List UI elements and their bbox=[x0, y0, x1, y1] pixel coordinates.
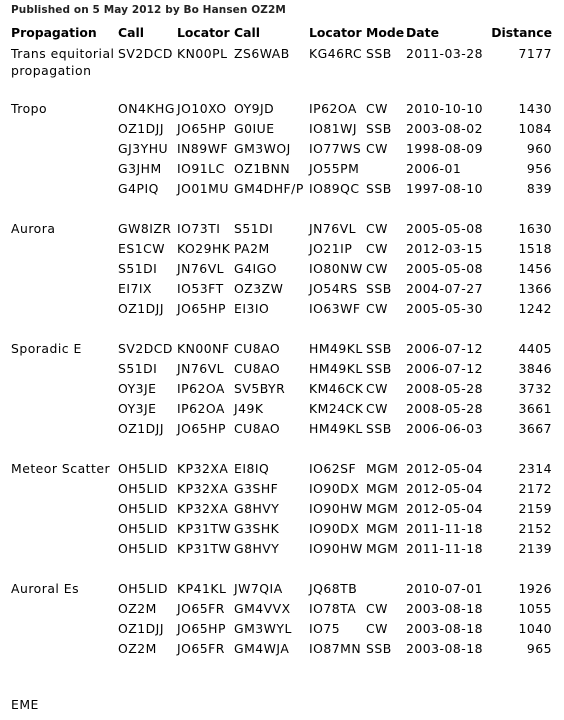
locator-2-cell: JO54RS bbox=[309, 281, 358, 296]
locator-cell: JO10XO bbox=[177, 101, 227, 116]
call-2-cell: EI8IQ bbox=[234, 461, 270, 476]
header-mode: Mode bbox=[366, 25, 405, 40]
call-cell: EI7IX bbox=[118, 281, 153, 296]
distance-cell: 1456 bbox=[518, 261, 552, 276]
locator-2-cell: KG46RC bbox=[309, 46, 363, 61]
group-spacer bbox=[11, 439, 552, 459]
call-2-cell: JW7QIA bbox=[234, 581, 283, 596]
call-2-cell: S51DI bbox=[234, 221, 274, 236]
locator-cell: KO29HK bbox=[177, 241, 231, 256]
mode-cell: MGM bbox=[366, 481, 399, 496]
call-cell: OZ1DJJ bbox=[118, 621, 164, 636]
locator-2-cell: IO62SF bbox=[309, 461, 357, 476]
distance-cell: 960 bbox=[526, 141, 552, 156]
call-cell: SV2DCD bbox=[118, 341, 173, 356]
header-date: Date bbox=[406, 25, 439, 40]
call-cell: OZ2M bbox=[118, 601, 157, 616]
mode-cell: SSB bbox=[366, 46, 392, 61]
distance-cell: 1518 bbox=[518, 241, 552, 256]
locator-cell: JO65HP bbox=[177, 421, 226, 436]
locator-cell: JO65FR bbox=[177, 641, 225, 656]
locator-2-cell: IO75 bbox=[309, 621, 341, 636]
mode-cell: CW bbox=[366, 141, 388, 156]
propagation-cell: Aurora bbox=[11, 221, 56, 236]
distance-cell: 3661 bbox=[518, 401, 552, 416]
locator-2-cell: IO77WS bbox=[309, 141, 362, 156]
date-cell: 2010-10-10 bbox=[406, 101, 484, 116]
mode-cell: CW bbox=[366, 381, 388, 396]
call-cell: OZ1DJJ bbox=[118, 301, 164, 316]
call-2-cell: G8HVY bbox=[234, 501, 280, 516]
distance-cell: 2159 bbox=[518, 501, 552, 516]
call-2-cell: G8HVY bbox=[234, 541, 280, 556]
propagation-cell: Meteor Scatter bbox=[11, 461, 111, 476]
locator-2-cell: JQ68TB bbox=[309, 581, 358, 596]
locator-2-cell: IO87MN bbox=[309, 641, 362, 656]
mode-cell: CW bbox=[366, 241, 388, 256]
locator-cell: IP62OA bbox=[177, 381, 225, 396]
propagation-cell: Trans equitorial propagation bbox=[11, 46, 115, 78]
locator-cell: IO53FT bbox=[177, 281, 224, 296]
locator-2-cell: JO21IP bbox=[309, 241, 353, 256]
locator-2-cell: IO90DX bbox=[309, 521, 360, 536]
call-2-cell: J49K bbox=[234, 401, 264, 416]
call-2-cell: GM4DHF/P bbox=[234, 181, 304, 196]
call-2-cell: G4IGO bbox=[234, 261, 277, 276]
mode-cell: MGM bbox=[366, 521, 399, 536]
date-cell: 2005-05-08 bbox=[406, 261, 484, 276]
records-table bbox=[11, 22, 552, 659]
date-cell: 2005-05-08 bbox=[406, 221, 484, 236]
group-spacer bbox=[11, 79, 552, 99]
spacer-cell bbox=[11, 559, 552, 579]
call-2-cell: G3SHF bbox=[234, 481, 279, 496]
call-cell: OH5LID bbox=[118, 461, 169, 476]
date-cell: 2011-03-28 bbox=[406, 46, 484, 61]
call-2-cell: PA2M bbox=[234, 241, 270, 256]
header-distance: Distance bbox=[491, 25, 552, 40]
mode-cell bbox=[366, 579, 406, 599]
locator-2-cell: IO89QC bbox=[309, 181, 360, 196]
call-2-cell: OZ3ZW bbox=[234, 281, 284, 296]
locator-cell: KN00NF bbox=[177, 341, 230, 356]
locator-cell: JN76VL bbox=[177, 361, 225, 376]
propagation-eme: EME bbox=[11, 697, 39, 712]
date-cell: 2003-08-02 bbox=[406, 121, 484, 136]
spacer-cell bbox=[11, 79, 552, 99]
locator-cell: KP41KL bbox=[177, 581, 227, 596]
call-2-cell: CU8AO bbox=[234, 421, 281, 436]
group-spacer bbox=[11, 559, 552, 579]
distance-cell: 965 bbox=[526, 641, 552, 656]
mode-cell: SSB bbox=[366, 341, 392, 356]
distance-cell: 3846 bbox=[518, 361, 552, 376]
distance-cell: 2139 bbox=[518, 541, 552, 556]
header-row bbox=[11, 22, 552, 44]
distance-cell: 1055 bbox=[518, 601, 552, 616]
call-cell: OZ1DJJ bbox=[118, 421, 164, 436]
propagation-cell: Tropo bbox=[11, 101, 48, 116]
call-cell: GJ3YHU bbox=[118, 141, 169, 156]
table-row bbox=[11, 339, 552, 359]
date-cell: 2010-07-01 bbox=[406, 581, 484, 596]
call-cell: OH5LID bbox=[118, 541, 169, 556]
propagation-cell: Auroral Es bbox=[11, 581, 80, 596]
locator-cell: JO65HP bbox=[177, 301, 226, 316]
call-2-cell: CU8AO bbox=[234, 361, 281, 376]
distance-cell: 1630 bbox=[518, 221, 552, 236]
locator-cell: KP31TW bbox=[177, 521, 232, 536]
mode-cell: CW bbox=[366, 221, 388, 236]
mode-cell: CW bbox=[366, 261, 388, 276]
locator-cell: JN76VL bbox=[177, 261, 225, 276]
distance-cell: 2172 bbox=[518, 481, 552, 496]
distance-cell: 1430 bbox=[518, 101, 552, 116]
call-cell: S51DI bbox=[118, 361, 158, 376]
locator-2-cell: IO90HW bbox=[309, 541, 363, 556]
distance-cell: 1040 bbox=[518, 621, 552, 636]
distance-cell: 4405 bbox=[518, 341, 552, 356]
locator-cell: KP31TW bbox=[177, 541, 232, 556]
date-cell: 2006-07-12 bbox=[406, 361, 484, 376]
distance-cell: 956 bbox=[526, 161, 552, 176]
locator-2-cell: HM49KL bbox=[309, 361, 363, 376]
call-cell: GW8IZR bbox=[118, 221, 172, 236]
header-locator: Locator bbox=[177, 25, 230, 40]
date-cell: 2012-05-04 bbox=[406, 461, 484, 476]
call-2-cell: ZS6WAB bbox=[234, 46, 290, 61]
call-cell: OH5LID bbox=[118, 481, 169, 496]
date-cell: 2006-07-12 bbox=[406, 341, 484, 356]
call-2-cell: G3SHK bbox=[234, 521, 280, 536]
call-2-cell: GM3WYL bbox=[234, 621, 292, 636]
call-cell: OH5LID bbox=[118, 501, 169, 516]
mode-cell: SSB bbox=[366, 641, 392, 656]
locator-2-cell: IP62OA bbox=[309, 101, 357, 116]
mode-cell: SSB bbox=[366, 181, 392, 196]
call-2-cell: GM3WOJ bbox=[234, 141, 291, 156]
spacer-cell bbox=[11, 319, 552, 339]
call-2-cell: OZ1BNN bbox=[234, 161, 291, 176]
locator-cell: IO91LC bbox=[177, 161, 225, 176]
locator-2-cell: IO90DX bbox=[309, 481, 360, 496]
date-cell: 1998-08-09 bbox=[406, 141, 484, 156]
mode-cell: CW bbox=[366, 101, 388, 116]
propagation-cell: Sporadic E bbox=[11, 341, 82, 356]
locator-2-cell: HM49KL bbox=[309, 341, 363, 356]
call-cell: G3JHM bbox=[118, 161, 162, 176]
locator-cell: KP32XA bbox=[177, 501, 229, 516]
date-cell: 1997-08-10 bbox=[406, 181, 484, 196]
header-locator-2: Locator bbox=[309, 25, 362, 40]
locator-2-cell: IO80NW bbox=[309, 261, 363, 276]
call-cell: OH5LID bbox=[118, 521, 169, 536]
locator-2-cell: IO90HW bbox=[309, 501, 363, 516]
mode-cell: CW bbox=[366, 601, 388, 616]
table-row bbox=[11, 99, 552, 119]
call-2-cell: GM4WJA bbox=[234, 641, 290, 656]
locator-cell: KN00PL bbox=[177, 46, 228, 61]
call-2-cell: EI3IO bbox=[234, 301, 270, 316]
published-byline: Published on 5 May 2012 by Bo Hansen OZ2M bbox=[11, 4, 286, 16]
table-row bbox=[11, 459, 552, 479]
mode-cell: CW bbox=[366, 301, 388, 316]
distance-cell: 3667 bbox=[518, 421, 552, 436]
date-cell: 2012-05-04 bbox=[406, 501, 484, 516]
call-cell: OH5LID bbox=[118, 581, 169, 596]
date-cell: 2003-08-18 bbox=[406, 641, 484, 656]
spacer-cell bbox=[11, 199, 552, 219]
call-2-cell: SV5BYR bbox=[234, 381, 286, 396]
distance-cell: 7177 bbox=[518, 46, 552, 61]
date-cell: 2012-05-04 bbox=[406, 481, 484, 496]
header-call-2: Call bbox=[234, 25, 260, 40]
spacer-cell bbox=[11, 439, 552, 459]
mode-cell: SSB bbox=[366, 281, 392, 296]
date-cell: 2003-08-18 bbox=[406, 621, 484, 636]
group-spacer bbox=[11, 319, 552, 339]
call-2-cell: OY9JD bbox=[234, 101, 275, 116]
locator-2-cell: HM49KL bbox=[309, 421, 363, 436]
call-cell: SV2DCD bbox=[118, 46, 173, 61]
call-2-cell: G0IUE bbox=[234, 121, 275, 136]
locator-2-cell: IO81WJ bbox=[309, 121, 358, 136]
locator-cell: JO65FR bbox=[177, 601, 225, 616]
call-cell: OZ1DJJ bbox=[118, 121, 164, 136]
distance-cell: 1084 bbox=[518, 121, 552, 136]
distance-cell: 3732 bbox=[518, 381, 552, 396]
table-row bbox=[11, 219, 552, 239]
call-cell: S51DI bbox=[118, 261, 158, 276]
date-cell: 2006-06-03 bbox=[406, 421, 484, 436]
records-body bbox=[11, 44, 552, 659]
mode-cell: SSB bbox=[366, 421, 392, 436]
date-cell: 2011-11-18 bbox=[406, 541, 484, 556]
locator-cell: KP32XA bbox=[177, 481, 229, 496]
locator-cell: JO01MU bbox=[177, 181, 229, 196]
mode-cell: SSB bbox=[366, 121, 392, 136]
call-cell: ON4KHG bbox=[118, 101, 175, 116]
locator-2-cell: KM24CK bbox=[309, 401, 364, 416]
table-row bbox=[11, 579, 552, 599]
locator-2-cell: JO55PM bbox=[309, 161, 360, 176]
locator-cell: JO65HP bbox=[177, 621, 226, 636]
date-cell: 2012-03-15 bbox=[406, 241, 484, 256]
date-cell: 2003-08-18 bbox=[406, 601, 484, 616]
call-2-cell: CU8AO bbox=[234, 341, 281, 356]
call-cell: G4PIQ bbox=[118, 181, 159, 196]
distance-cell: 1242 bbox=[518, 301, 552, 316]
date-cell: 2005-05-30 bbox=[406, 301, 484, 316]
locator-cell: KP32XA bbox=[177, 461, 229, 476]
locator-2-cell: IO78TA bbox=[309, 601, 357, 616]
distance-cell: 1926 bbox=[518, 581, 552, 596]
mode-cell: MGM bbox=[366, 501, 399, 516]
call-cell: OY3JE bbox=[118, 401, 157, 416]
locator-cell: IP62OA bbox=[177, 401, 225, 416]
date-cell: 2008-05-28 bbox=[406, 381, 484, 396]
mode-cell: SSB bbox=[366, 361, 392, 376]
mode-cell: MGM bbox=[366, 461, 399, 476]
locator-cell: IN89WF bbox=[177, 141, 229, 156]
mode-cell: MGM bbox=[366, 541, 399, 556]
locator-2-cell: JN76VL bbox=[309, 221, 357, 236]
call-2-cell: GM4VVX bbox=[234, 601, 291, 616]
date-cell: 2011-11-18 bbox=[406, 521, 484, 536]
distance-cell: 1366 bbox=[518, 281, 552, 296]
header-propagation: Propagation bbox=[11, 25, 97, 40]
call-cell: OZ2M bbox=[118, 641, 157, 656]
header-call: Call bbox=[118, 25, 144, 40]
distance-cell: 839 bbox=[526, 181, 552, 196]
mode-cell bbox=[366, 159, 406, 179]
group-spacer bbox=[11, 199, 552, 219]
locator-cell: IO73TI bbox=[177, 221, 221, 236]
locator-cell: JO65HP bbox=[177, 121, 226, 136]
mode-cell: CW bbox=[366, 621, 388, 636]
distance-cell: 2152 bbox=[518, 521, 552, 536]
locator-2-cell: KM46CK bbox=[309, 381, 364, 396]
date-cell: 2004-07-27 bbox=[406, 281, 484, 296]
date-cell: 2006-01 bbox=[406, 161, 462, 176]
call-cell: OY3JE bbox=[118, 381, 157, 396]
mode-cell: CW bbox=[366, 401, 388, 416]
date-cell: 2008-05-28 bbox=[406, 401, 484, 416]
locator-2-cell: IO63WF bbox=[309, 301, 361, 316]
call-cell: ES1CW bbox=[118, 241, 165, 256]
distance-cell: 2314 bbox=[518, 461, 552, 476]
table-row bbox=[11, 44, 552, 79]
